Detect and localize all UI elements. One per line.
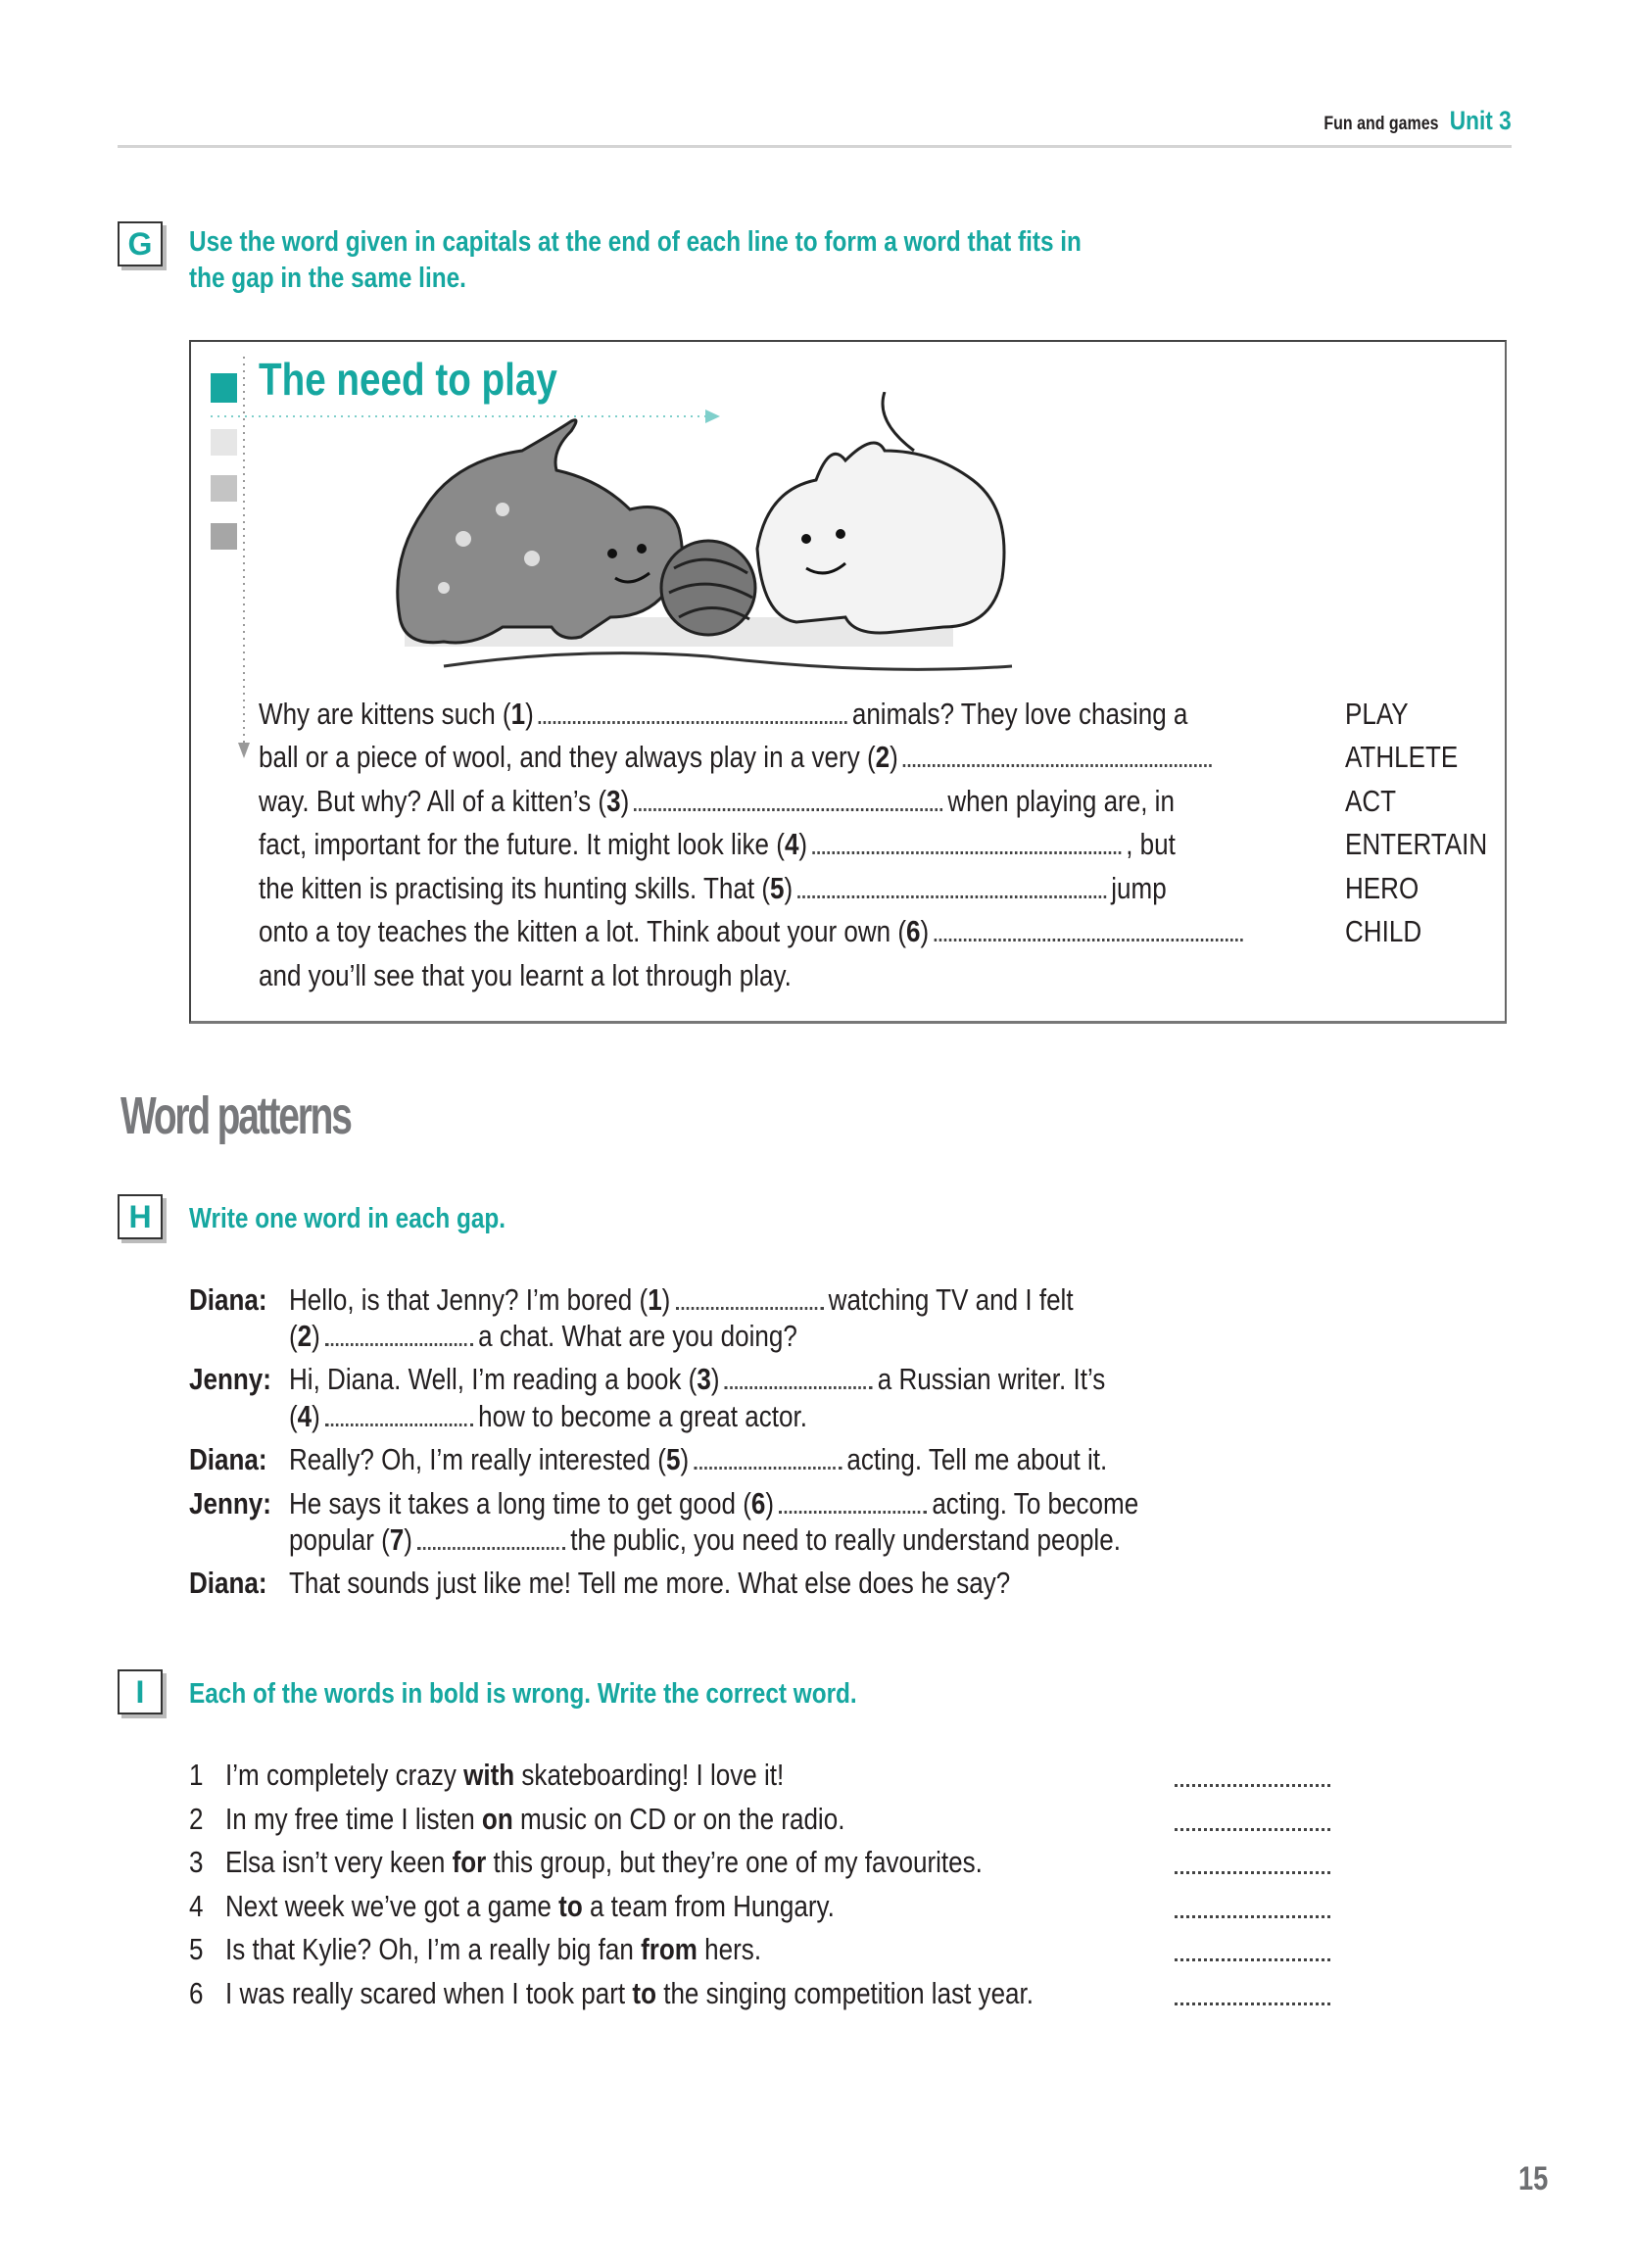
answer-gap-5[interactable] bbox=[1175, 1955, 1330, 1961]
dialogue-line: Hi, Diana. Well, I’m reading a book (3) a Russian writer. It’s bbox=[289, 1362, 1106, 1396]
kittens-illustration bbox=[385, 392, 1041, 681]
gap-5[interactable] bbox=[694, 1459, 842, 1470]
speaker: Diana: bbox=[189, 1282, 267, 1317]
answer-gap-2[interactable] bbox=[1175, 1825, 1330, 1831]
item-number: 6 bbox=[189, 1976, 204, 2010]
passage-line: the kitten is practising its hunting skills. That (5) jump bbox=[259, 871, 1167, 905]
gap-6[interactable] bbox=[779, 1503, 927, 1514]
exercise-g-instruction-line1: Use the word given in capitals at the end of each line to form a word that fits in bbox=[189, 226, 1082, 258]
dialogue-line: Hello, is that Jenny? I’m bored (1) watching TV and I felt bbox=[289, 1282, 1074, 1317]
page-number: 15 bbox=[1518, 2160, 1549, 2197]
answer-gap-4[interactable] bbox=[1175, 1912, 1330, 1918]
gap-4[interactable] bbox=[812, 844, 1121, 854]
passage-line: Why are kittens such (1) animals? They love chasing a bbox=[259, 697, 1188, 731]
item-number: 2 bbox=[189, 1802, 204, 1836]
dialogue-line: (4) how to become a great actor. bbox=[289, 1399, 807, 1433]
root-word: CHILD bbox=[1345, 914, 1422, 948]
speaker: Jenny: bbox=[189, 1486, 271, 1520]
dialogue-line: (2) a chat. What are you doing? bbox=[289, 1319, 797, 1353]
gap-5[interactable] bbox=[797, 888, 1106, 898]
passage-line: and you’ll see that you learnt a lot through play. bbox=[259, 958, 792, 992]
exercise-letter-h: H bbox=[118, 1194, 163, 1239]
section-name: Fun and games bbox=[1323, 114, 1439, 134]
dialogue-line: Really? Oh, I’m really interested (5) acting. Tell me about it. bbox=[289, 1442, 1108, 1476]
item-number: 4 bbox=[189, 1889, 204, 1923]
header-rule bbox=[118, 145, 1512, 148]
gap-1[interactable] bbox=[675, 1299, 823, 1310]
list-item: Elsa isn’t very keen for this group, but they’re one of my favourites. bbox=[225, 1845, 983, 1879]
list-item: In my free time I listen on music on CD or on the radio. bbox=[225, 1802, 845, 1836]
list-item: I’m completely crazy with skateboarding! I love it! bbox=[225, 1758, 785, 1792]
speaker: Diana: bbox=[189, 1442, 267, 1476]
exercise-letter-i: I bbox=[118, 1669, 163, 1714]
list-item: Is that Kylie? Oh, I’m a really big fan from hers. bbox=[225, 1932, 762, 1966]
dialogue-line: popular (7) the public, you need to really understand people. bbox=[289, 1522, 1121, 1557]
answer-gap-6[interactable] bbox=[1175, 2000, 1330, 2005]
passage-line: onto a toy teaches the kitten a lot. Think about your own (6) bbox=[259, 912, 1247, 951]
exercise-g-instruction-line2: the gap in the same line. bbox=[189, 263, 466, 294]
gap-1[interactable] bbox=[539, 713, 847, 724]
root-word: ATHLETE bbox=[1345, 740, 1459, 774]
passage-line: ball or a piece of wool, and they always play in a very (2) bbox=[259, 738, 1217, 777]
exercise-letter-g: G bbox=[118, 221, 163, 266]
item-number: 3 bbox=[189, 1845, 204, 1879]
gap-3[interactable] bbox=[725, 1378, 873, 1389]
speaker: Jenny: bbox=[189, 1362, 271, 1396]
exercise-h-instruction: Write one word in each gap. bbox=[189, 1203, 506, 1234]
item-number: 1 bbox=[189, 1758, 204, 1792]
root-word: HERO bbox=[1345, 871, 1419, 905]
list-item: Next week we’ve got a game to a team from Hungary. bbox=[225, 1889, 835, 1923]
root-word: PLAY bbox=[1345, 697, 1409, 731]
item-number: 5 bbox=[189, 1932, 204, 1966]
answer-gap-1[interactable] bbox=[1175, 1781, 1330, 1787]
unit-label: Unit 3 bbox=[1449, 106, 1512, 135]
gap-4[interactable] bbox=[325, 1416, 473, 1426]
passage-line: fact, important for the future. It might look like (4) , but bbox=[259, 827, 1176, 861]
gap-2[interactable] bbox=[903, 756, 1212, 767]
exercise-i-instruction: Each of the words in bold is wrong. Write the correct word. bbox=[189, 1678, 857, 1710]
dialogue-line: That sounds just like me! Tell me more. What else does he say? bbox=[289, 1566, 1011, 1600]
speaker: Diana: bbox=[189, 1566, 267, 1600]
gap-6[interactable] bbox=[934, 931, 1242, 941]
root-word: ENTERTAIN bbox=[1345, 827, 1488, 861]
dialogue-line: He says it takes a long time to get good (6) acting. To become bbox=[289, 1486, 1139, 1520]
gap-7[interactable] bbox=[417, 1539, 565, 1550]
gap-3[interactable] bbox=[634, 800, 942, 811]
gap-2[interactable] bbox=[325, 1335, 473, 1346]
article-title: The need to play bbox=[259, 354, 557, 405]
root-word: ACT bbox=[1345, 784, 1397, 818]
passage-line: way. But why? All of a kitten’s (3) when playing are, in bbox=[259, 784, 1175, 818]
section-title: Word patterns bbox=[120, 1086, 351, 1145]
list-item: I was really scared when I took part to the singing competition last year. bbox=[225, 1976, 1035, 2010]
answer-gap-3[interactable] bbox=[1175, 1868, 1330, 1874]
running-header bbox=[1324, 106, 1512, 136]
